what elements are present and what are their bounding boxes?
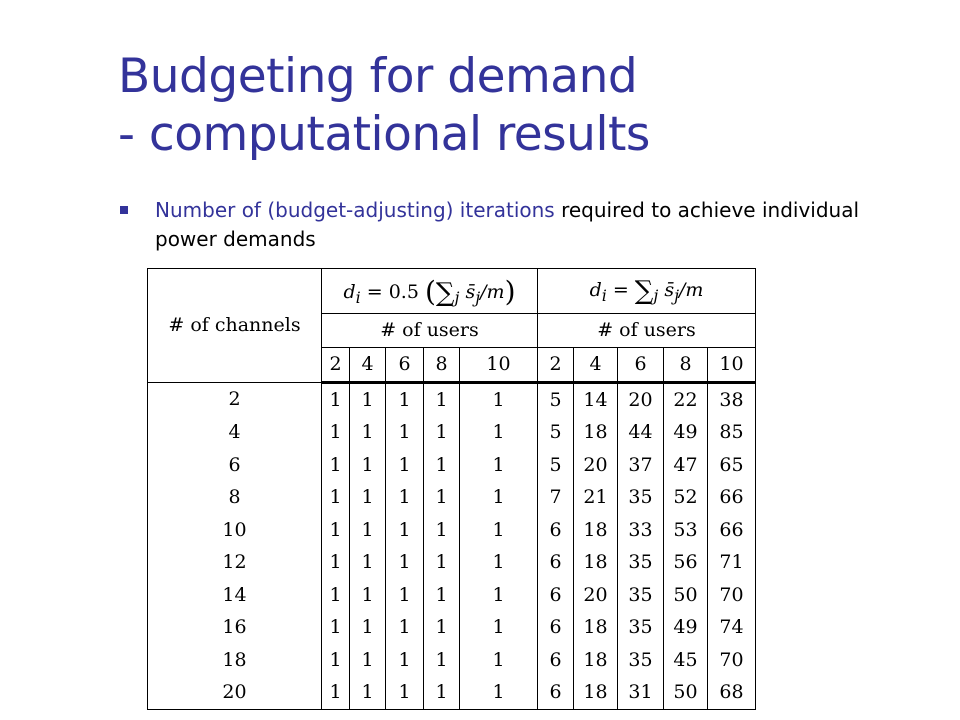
group-header-half-demand: $d_i = 0.5$ ($\sum_j$ $s̄_j/m$) [322,269,538,314]
iterations-cell: 1 [386,676,424,709]
iterations-cell: 53 [664,514,708,547]
bullet-text [155,196,875,254]
iterations-cell: 56 [664,546,708,579]
iterations-cell: 6 [538,676,574,709]
iterations-cell: 47 [664,449,708,482]
table-row [148,481,756,514]
users-count-header: 8 [424,347,460,382]
iterations-cell: 1 [322,676,350,709]
users-count-header: 10 [460,347,538,382]
channels-cell: 12 [148,546,322,579]
iterations-cell: 6 [538,514,574,547]
iterations-cell: 1 [460,481,538,514]
table-row [148,416,756,449]
table-row [148,546,756,579]
iterations-cell: 1 [386,449,424,482]
iterations-cell: 1 [350,611,386,644]
users-count-header: 8 [664,347,708,382]
iterations-cell: 1 [350,514,386,547]
iterations-cell: 45 [664,644,708,677]
users-count-header: 2 [538,347,574,382]
iterations-cell: 1 [424,579,460,612]
iterations-cell: 1 [460,546,538,579]
iterations-cell: 18 [574,416,618,449]
users-count-header: 2 [322,347,350,382]
iterations-cell: 1 [386,382,424,416]
iterations-cell: 66 [708,514,756,547]
iterations-cell: 44 [618,416,664,449]
iterations-cell: 18 [574,514,618,547]
channels-cell: 16 [148,611,322,644]
iterations-cell: 20 [574,449,618,482]
bullet-rest-text: required to achieve individual power demands [155,198,860,251]
group-header-full-demand: $d_i = \sum_j$ $s̄_j/m$ [538,269,756,314]
iterations-cell: 1 [424,644,460,677]
iterations-cell: 18 [574,611,618,644]
iterations-cell: 1 [350,644,386,677]
iterations-cell: 37 [618,449,664,482]
iterations-cell: 1 [322,449,350,482]
iterations-cell: 66 [708,481,756,514]
iterations-cell: 1 [350,481,386,514]
table-row [148,514,756,547]
results-table-container [147,268,756,710]
iterations-cell: 1 [386,416,424,449]
channels-cell: 10 [148,514,322,547]
channels-header: # of channels [148,269,322,383]
iterations-cell: 1 [350,546,386,579]
channels-cell: 20 [148,676,322,709]
channels-cell: 18 [148,644,322,677]
iterations-cell: 1 [322,382,350,416]
iterations-cell: 20 [574,579,618,612]
results-table [147,268,756,710]
iterations-cell: 1 [424,611,460,644]
iterations-cell: 1 [460,382,538,416]
slide-title [118,48,650,164]
iterations-cell: 1 [322,579,350,612]
iterations-cell: 50 [664,676,708,709]
users-count-header: 6 [618,347,664,382]
iterations-cell: 52 [664,481,708,514]
iterations-cell: 5 [538,449,574,482]
iterations-cell: 68 [708,676,756,709]
users-count-header: 4 [574,347,618,382]
iterations-cell: 18 [574,676,618,709]
iterations-cell: 1 [424,481,460,514]
channels-cell: 8 [148,481,322,514]
iterations-cell: 6 [538,546,574,579]
iterations-cell: 6 [538,579,574,612]
iterations-cell: 5 [538,416,574,449]
users-count-header: 6 [386,347,424,382]
iterations-cell: 35 [618,546,664,579]
iterations-cell: 14 [574,382,618,416]
channels-cell: 4 [148,416,322,449]
iterations-cell: 1 [460,579,538,612]
iterations-cell: 50 [664,579,708,612]
iterations-cell: 49 [664,416,708,449]
iterations-cell: 1 [386,546,424,579]
iterations-cell: 1 [460,611,538,644]
iterations-cell: 18 [574,546,618,579]
iterations-cell: 1 [322,644,350,677]
table-row [148,579,756,612]
iterations-cell: 35 [618,644,664,677]
iterations-cell: 1 [350,382,386,416]
iterations-cell: 35 [618,611,664,644]
table-row [148,676,756,709]
iterations-cell: 65 [708,449,756,482]
iterations-cell: 35 [618,579,664,612]
users-count-header: 4 [350,347,386,382]
iterations-cell: 1 [460,514,538,547]
bullet-highlight-text: Number of (budget-adjusting) iterations [155,198,555,222]
iterations-cell: 1 [424,382,460,416]
iterations-cell: 1 [460,676,538,709]
iterations-cell: 1 [322,481,350,514]
iterations-cell: 1 [460,416,538,449]
iterations-cell: 6 [538,611,574,644]
iterations-cell: 1 [424,514,460,547]
slide-title-line-2: - computational results [118,107,650,162]
table-row [148,449,756,482]
iterations-cell: 1 [424,416,460,449]
iterations-cell: 1 [386,579,424,612]
table-row [148,644,756,677]
iterations-cell: 49 [664,611,708,644]
iterations-cell: 38 [708,382,756,416]
iterations-cell: 1 [424,546,460,579]
square-bullet-icon [120,206,128,214]
iterations-cell: 35 [618,481,664,514]
iterations-cell: 1 [322,611,350,644]
iterations-cell: 70 [708,644,756,677]
table-row [148,611,756,644]
iterations-cell: 21 [574,481,618,514]
iterations-cell: 74 [708,611,756,644]
iterations-cell: 1 [460,644,538,677]
table-row [148,382,756,416]
iterations-cell: 1 [322,546,350,579]
iterations-cell: 5 [538,382,574,416]
users-count-header: 10 [708,347,756,382]
iterations-cell: 18 [574,644,618,677]
iterations-cell: 71 [708,546,756,579]
iterations-cell: 1 [386,514,424,547]
slide-title-line-1: Budgeting for demand [118,49,638,104]
iterations-cell: 1 [322,514,350,547]
iterations-cell: 1 [350,449,386,482]
users-header-group-1: # of users [322,314,538,348]
iterations-cell: 1 [386,481,424,514]
iterations-cell: 33 [618,514,664,547]
channels-cell: 2 [148,382,322,416]
users-header-group-2: # of users [538,314,756,348]
iterations-cell: 85 [708,416,756,449]
iterations-cell: 1 [350,416,386,449]
iterations-cell: 7 [538,481,574,514]
iterations-cell: 70 [708,579,756,612]
iterations-cell: 1 [350,579,386,612]
iterations-cell: 1 [350,676,386,709]
iterations-cell: 1 [322,416,350,449]
iterations-cell: 1 [424,676,460,709]
iterations-cell: 1 [424,449,460,482]
iterations-cell: 31 [618,676,664,709]
iterations-cell: 6 [538,644,574,677]
channels-cell: 14 [148,579,322,612]
iterations-cell: 1 [386,644,424,677]
channels-cell: 6 [148,449,322,482]
iterations-cell: 22 [664,382,708,416]
iterations-cell: 1 [460,449,538,482]
iterations-cell: 20 [618,382,664,416]
iterations-cell: 1 [386,611,424,644]
